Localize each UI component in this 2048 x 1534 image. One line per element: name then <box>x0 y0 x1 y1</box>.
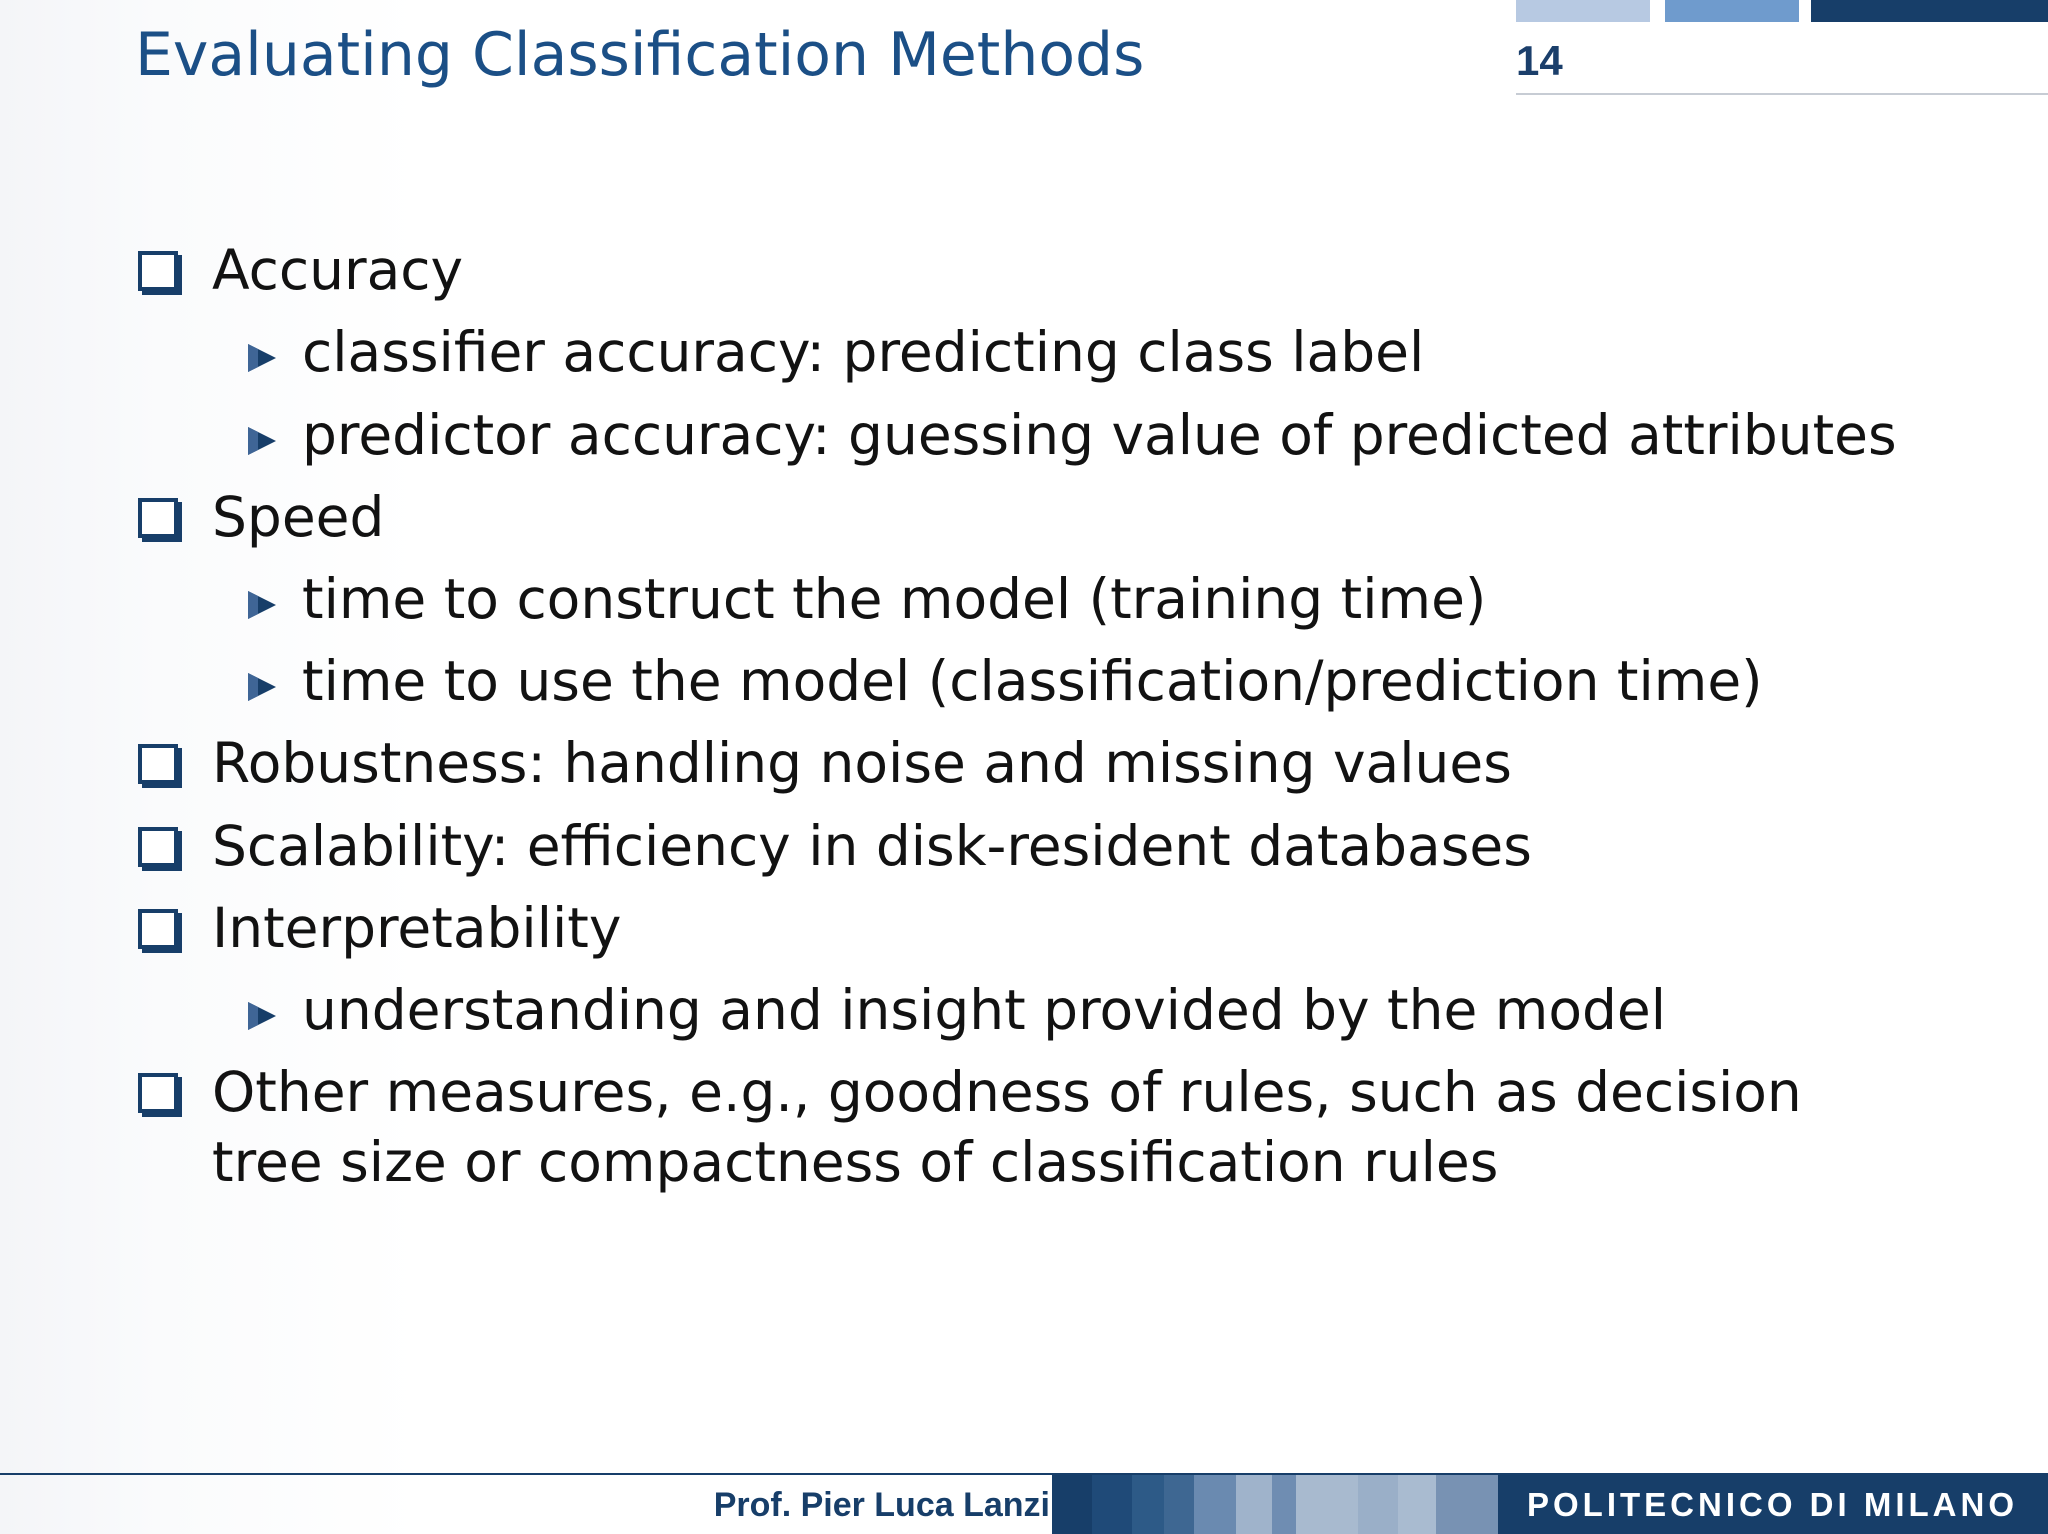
checkbox-icon <box>138 251 178 291</box>
arrow-icon <box>246 590 278 620</box>
bullet-text: Speed <box>212 485 385 549</box>
footer-band-segment <box>1436 1475 1498 1534</box>
footer-band-segment <box>1132 1475 1164 1534</box>
checkbox-icon <box>138 909 178 949</box>
bullet-text: predictor accuracy: guessing value of predicted attributes <box>302 403 1897 467</box>
bullet-text: Accuracy <box>212 238 464 302</box>
bullet-text: Scalability: efficiency in disk-resident databases <box>212 814 1532 878</box>
bullet-text: classifier accuracy: predicting class label <box>302 320 1425 384</box>
bullet-text-line-2: tree size or compactness of classification rules <box>212 1130 1499 1194</box>
bullet-text: understanding and insight provided by the model <box>302 978 1667 1042</box>
institution-logo <box>1498 1475 2048 1534</box>
checkbox-icon <box>138 498 178 538</box>
footer-band-segment <box>1164 1475 1194 1534</box>
footer-band-segment <box>1092 1475 1132 1534</box>
bullet-text: Robustness: handling noise and missing values <box>212 731 1512 795</box>
bullet-text: time to construct the model (training time) <box>302 567 1487 631</box>
footer-band-segment <box>1052 1475 1092 1534</box>
bullet-text: time to use the model (classification/prediction time) <box>302 649 1763 713</box>
bullet-text <box>212 1057 1802 1197</box>
slide-number: 14 <box>1516 37 1563 84</box>
arrow-icon <box>246 343 278 373</box>
footer-band-segment <box>1236 1475 1272 1534</box>
checkbox-icon <box>138 827 178 867</box>
footer-author: Prof. Pier Luca Lanzi <box>713 1486 1050 1524</box>
footer-band-segment <box>1398 1475 1436 1534</box>
arrow-icon <box>246 426 278 456</box>
institution-name: POLITECNICO DI MILANO <box>1527 1486 2018 1523</box>
arrow-icon <box>246 672 278 702</box>
arrow-icon <box>246 1001 278 1031</box>
slide-title: Evaluating Classification Methods <box>135 20 1145 90</box>
footer-band-segment <box>1296 1475 1358 1534</box>
checkbox-icon <box>138 744 178 784</box>
footer-band-segment <box>1272 1475 1296 1534</box>
bullet-text-line-1: Other measures, e.g., goodness of rules, such as decision <box>212 1060 1802 1124</box>
footer-band-segment <box>1358 1475 1398 1534</box>
checkbox-icon <box>138 1073 178 1113</box>
bullet-text: Interpretability <box>212 896 622 960</box>
footer-band-segment <box>1194 1475 1236 1534</box>
